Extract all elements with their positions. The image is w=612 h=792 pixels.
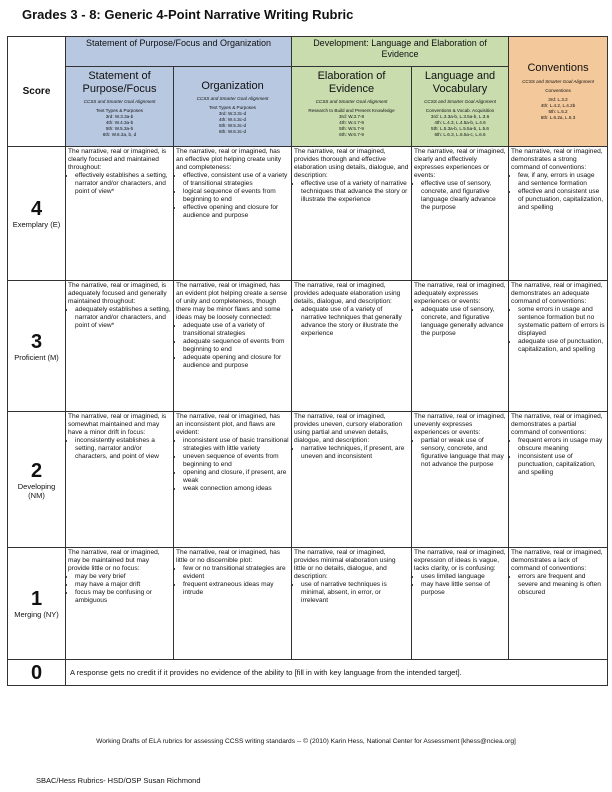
standard-line: 4th: W.4.3a-b	[105, 120, 134, 125]
conventions-cell	[509, 281, 608, 412]
organization-cell	[174, 548, 292, 660]
language-cell	[412, 281, 509, 412]
criterion-intro: The narrative, real or imagined, demonstrates a lack of command of conventions:	[511, 549, 603, 572]
criterion-bullet: • adequate use of punctuation, capitalization, and spelling	[518, 338, 605, 354]
standard-line: 4th: L.4.2, L.4.2b	[540, 103, 576, 108]
standard-line: 4th: W.4.3c-d	[218, 117, 247, 122]
criterion-list	[511, 172, 605, 212]
criterion-intro: The narrative, real or imagined, provides adequate elaboration using details, dialogue, and description:	[294, 282, 401, 305]
criterion-bullet: • inconsistent use of basic transitional strategies with little variety	[183, 437, 289, 453]
criterion-list	[68, 437, 171, 461]
criterion-intro: The narrative, real or imagined, is adequately focused and generally maintained throughout:	[68, 282, 167, 305]
score-cell	[8, 281, 66, 412]
page-title: Grades 3 - 8: Generic 4-Point Narrative Writing Rubric	[22, 7, 354, 22]
criterion-intro: The narrative, real or imagined, provides uneven, cursory elaboration using partial and uneven details, dialogue, and description:	[294, 413, 403, 444]
criterion-bullet: • adequate sequence of events from beginning to end	[183, 338, 289, 354]
criterion-bullet: • may be very brief	[75, 573, 171, 581]
standard-line: 4th: W.4.7-9	[339, 120, 364, 125]
criterion-bullet: • some errors in usage and sentence formation but no systematic pattern of errors is displayed	[518, 306, 605, 338]
score-row-4	[8, 147, 608, 281]
criterion-bullet: • opening and closure, if present, are weak	[183, 469, 289, 485]
criterion-bullet: • use of narrative techniques is minimal, absent, in error, or irrelevant	[301, 581, 409, 605]
score-number: 3	[30, 330, 43, 353]
score-row-3	[8, 281, 608, 412]
elaboration-cell	[292, 412, 412, 548]
criterion-intro: The narrative, real or imagined, demonstrates a strong command of conventions:	[511, 148, 603, 171]
criterion-bullet: • uneven sequence of events from beginning to end	[183, 453, 289, 469]
criterion-bullet: • focus may be confusing or ambiguous	[75, 589, 171, 605]
criterion-bullet: • may have little sense of purpose	[421, 581, 506, 597]
standard-line: 5th: L.5.2	[548, 109, 568, 114]
criterion-intro: The narrative, real or imagined, clearly and effectively expresses experiences or events:	[414, 148, 506, 179]
criterion-bullet: • uses limited language	[421, 573, 506, 581]
criterion-list	[414, 306, 506, 338]
organization-cell	[174, 147, 292, 281]
score-number: 2	[30, 459, 43, 482]
rubric-table	[7, 36, 608, 686]
development-group-header: Development: Language and Elaboration of Evidence	[292, 37, 509, 67]
criterion-intro: The narrative, real or imagined, provides thorough and effective elaboration using details, dialogue, and description:	[294, 148, 409, 179]
criterion-bullet: • adequate use of sensory, concrete, and figurative language generally advance the purpose	[421, 306, 506, 338]
criterion-intro: The narrative, real or imagined, has an effective plot helping create unity and completeness:	[176, 148, 282, 171]
standard-line: 5th: L.5.3a-b, L.5.5a-b, L.5.6	[431, 126, 489, 131]
purpose-cell	[66, 548, 174, 660]
score-cell	[8, 548, 66, 660]
criterion-intro: The narrative, real or imagined, has an evident plot helping create a sense of unity and completeness, though there may be minor flaws and some ideas may be loosely connected:	[176, 282, 288, 321]
criterion-list	[414, 573, 506, 597]
language-cell	[412, 412, 509, 548]
purpose-cell	[66, 281, 174, 412]
criterion-intro: The narrative, real or imagined, is somewhat maintained and may have a minor drift in focus:	[68, 413, 167, 436]
score-label: Exemplary (E)	[12, 220, 61, 229]
score-row-2	[8, 412, 608, 548]
score-number: 4	[30, 198, 43, 220]
criterion-intro: The narrative, real or imagined, provides minimal elaboration using little or no details, dialogue, and description:	[294, 549, 396, 580]
criterion-bullet: • inconsistently establishes a setting, narrator and/or characters, and point of view	[75, 437, 171, 461]
criterion-intro: The narrative, real or imagined, may be maintained but may provide little or no focus:	[68, 549, 160, 572]
standard-line: 3rd: W.3.3c-d	[218, 111, 247, 116]
score-row-1	[8, 548, 608, 660]
criterion-list	[511, 437, 605, 477]
standard-line: 6th: W.6.3a, b, d	[102, 132, 137, 137]
criterion-bullet: • few or no transitional strategies are evident	[183, 565, 289, 581]
criterion-list	[176, 322, 289, 370]
purpose-cell	[66, 147, 174, 281]
criterion-list	[176, 437, 289, 493]
criterion-bullet: • adequate opening and closure for audience and purpose	[183, 354, 289, 370]
criterion-intro: The narrative, real or imagined, has little or no discernible plot:	[176, 549, 281, 564]
criterion-bullet: • effective, consistent use of a variety of transitional strategies	[183, 172, 289, 188]
purpose-group-header: Statement of Purpose/Focus and Organization	[66, 37, 292, 67]
criterion-intro: The narrative, real or imagined, has an inconsistent plot, and flaws are evident:	[176, 413, 281, 436]
elaboration-cell	[292, 281, 412, 412]
language-cell	[412, 548, 509, 660]
criterion-list	[414, 437, 506, 469]
score-label: Developing (NM)	[17, 481, 56, 500]
standard-line: 3rd: W.3.7-8	[339, 114, 365, 119]
criterion-list	[294, 581, 409, 605]
criterion-bullet: • partial or weak use of sensory, concrete, and figurative language that may not advance the purpose	[421, 437, 506, 469]
standard-line: 6th: L.6.2a, L.6.3	[540, 115, 576, 120]
criterion-list	[176, 565, 289, 597]
purpose-header: Statement of Purpose/Focus CCSS and Smarter Goal Alignment Text Types & Purposes 3rd: W.3.3a-b 4th: W.4.3a-b 5th: W.5.3a-b 6th: W.6.3a, b, d	[66, 67, 174, 147]
purpose-cell	[66, 412, 174, 548]
criterion-intro: The narrative, real or imagined, expression of ideas is vague, lacks clarity, or is confusing:	[414, 549, 506, 572]
standard-line: 6th: L.6.3, L.6.5a-c, L.6.6	[434, 132, 486, 137]
elaboration-cell	[292, 147, 412, 281]
organization-cell	[174, 281, 292, 412]
score-cell	[8, 412, 66, 548]
criterion-bullet: • effective use of sensory, concrete, and figurative language clearly advance the purpose	[421, 180, 506, 212]
zero-description: A response gets no credit if it provides no evidence of the ability to [fill in with key language from the intended target].	[66, 660, 608, 686]
standard-line: 3rd: L.3.2	[548, 97, 568, 102]
footer-note: Working Drafts of ELA rubrics for assessing CCSS writing standards -- © (2010) Karin Hess, National Center for Assessment [khess@nciea.org]	[96, 738, 516, 745]
conventions-header: Conventions CCSS and Smarter Goal Alignment Conventions 3rd: L.3.2 4th: L.4.2, L.4.2b 5th: L.5.2 6th: L.6.2a, L.6.3	[509, 37, 608, 147]
standard-line: Text Types & Purposes	[209, 105, 256, 110]
criterion-list	[68, 306, 171, 330]
criterion-list	[414, 180, 506, 212]
standard-line: Text Types & Purposes	[96, 108, 143, 113]
criterion-intro: The narrative, real or imagined, adequately expresses experiences or events:	[414, 282, 506, 305]
criterion-list	[294, 445, 409, 461]
criterion-bullet: • may have a major drift	[75, 581, 171, 589]
standard-line: 4th: L.4.3, L.4.5a-b, L.4.6	[434, 120, 486, 125]
criterion-bullet: • inconsistent use of punctuation, capitalization, and spelling	[518, 453, 605, 477]
standard-line: 5th: W.5.3c-d	[218, 123, 247, 128]
standard-line: Conventions & Vocab. Acquisition	[425, 108, 495, 113]
criterion-bullet: • weak connection among ideas	[183, 485, 289, 493]
score-row-0	[8, 660, 608, 686]
conventions-cell	[509, 147, 608, 281]
criterion-list	[511, 306, 605, 354]
criterion-bullet: • frequent extraneous ideas may intrude	[183, 581, 289, 597]
criterion-list	[176, 172, 289, 220]
criterion-bullet: • effective opening and closure for audience and purpose	[183, 204, 289, 220]
criterion-bullet: • adequate use of a variety of transitional strategies	[183, 322, 289, 338]
criterion-bullet: • effectively establishes a setting, narrator and/or characters, and point of view*	[75, 172, 171, 196]
language-cell	[412, 147, 509, 281]
conventions-cell	[509, 548, 608, 660]
criterion-bullet: • adequate use of a variety of narrative techniques that generally advance the story or illustrate the experience	[301, 306, 409, 338]
score-label: Merging (NY)	[14, 610, 59, 619]
score-label: Proficient (M)	[14, 352, 59, 362]
language-header: Language and Vocabulary CCSS and Smarter Goal Alignment Conventions & Vocab. Acquisition 3rd: L.3.3a-b, L.3.5a-b, L.3.6 4th: L.4.3, L.4.5a-b, L.4.6 5th: L.5.3a-b, L.5.5a-b, L.5.6 6th: L.6.3, L.6.5a-c, L.6.6	[412, 67, 509, 147]
conventions-cell	[509, 412, 608, 548]
criterion-list	[294, 306, 409, 338]
score-header: Score	[8, 37, 66, 147]
criterion-intro: The narrative, real or imagined, demonstrates a partial command of conventions:	[511, 413, 603, 436]
criterion-bullet: • errors are frequent and severe and meaning is often obscured	[518, 573, 605, 597]
criterion-list	[511, 573, 605, 597]
standard-line: Research to Build and Present Knowledge	[308, 108, 395, 113]
criterion-list	[294, 180, 409, 204]
criterion-intro: The narrative, real or imagined, is clearly focused and maintained throughout:	[68, 148, 167, 171]
standard-line: 6th: W.6.7-9	[339, 132, 364, 137]
score-cell	[8, 147, 66, 281]
criterion-bullet: • frequent errors in usage may obscure meaning	[518, 437, 605, 453]
criterion-list	[68, 573, 171, 605]
organization-header: Organization CCSS and Smarter Goal Alignment Text Types & Purposes 3rd: W.3.3c-d 4th: W.4.3c-d 5th: W.5.3c-d 6th: W.6.3c-d	[174, 67, 292, 147]
organization-cell	[174, 412, 292, 548]
criterion-intro: The narrative, real or imagined, unevenly expresses experiences or events:	[414, 413, 506, 436]
standard-line: 3rd: W.3.3a-b	[105, 114, 134, 119]
elaboration-header: Elaboration of Evidence CCSS and Smarter Goal Alignment Research to Build and Present Knowledge 3rd: W.3.7-8 4th: W.4.7-9 5th: W.5.7-9 6th: W.6.7-9	[292, 67, 412, 147]
standard-line: 6th: W.6.3c-d	[218, 129, 247, 134]
standard-line: 5th: W.5.7-9	[339, 126, 364, 131]
standard-line: 3rd: L.3.3a-b, L.3.5a-b, L.3.6	[430, 114, 490, 119]
criterion-bullet: • effective use of a variety of narrative techniques that advance the story or illustrate the experience	[301, 180, 409, 204]
score-number: 1	[30, 588, 43, 610]
criterion-bullet: • narrative techniques, if present, are uneven and inconsistent	[301, 445, 409, 461]
criterion-bullet: • effective and consistent use of punctuation, capitalization, and spelling	[518, 188, 605, 212]
standard-line: 5th: W.5.3a-b	[105, 126, 134, 131]
criterion-bullet: • logical sequence of events from beginning to end	[183, 188, 289, 204]
criterion-bullet: • few, if any, errors in usage and sentence formation	[518, 172, 605, 188]
criterion-bullet: • adequately establishes a setting, narrator and/or characters, and point of view*	[75, 306, 171, 330]
credit-line: SBAC/Hess Rubrics- HSD/OSP Susan Richmond	[36, 776, 201, 785]
elaboration-cell	[292, 548, 412, 660]
score-zero: 0	[8, 660, 66, 686]
criterion-intro: The narrative, real or imagined, demonstrates an adequate command of conventions:	[511, 282, 603, 305]
criterion-list	[68, 172, 171, 196]
